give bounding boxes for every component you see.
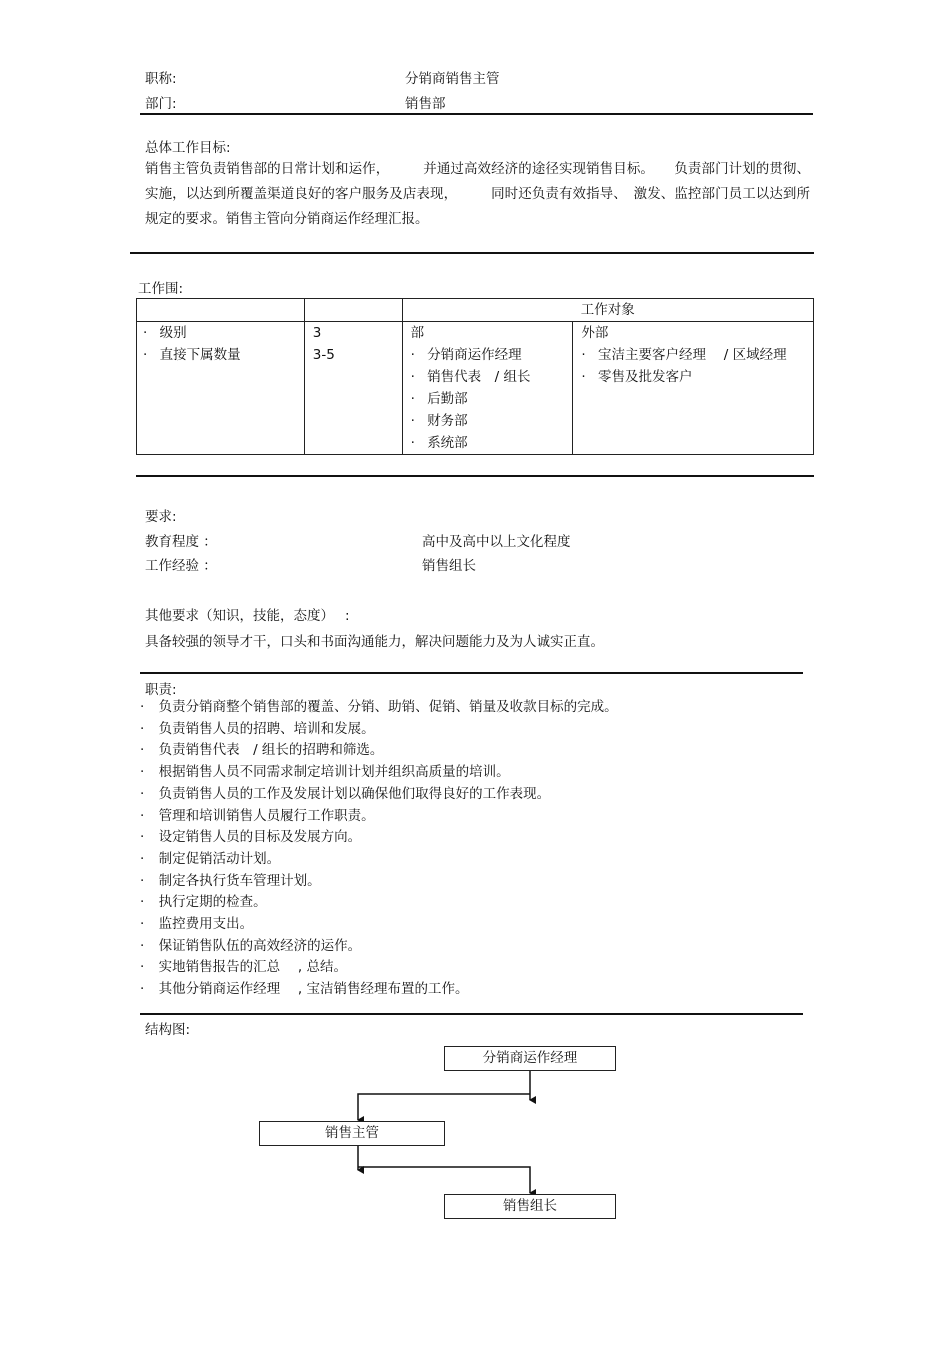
list-item: · 负责销售代表 / 组长的招聘和筛选。 — [140, 740, 618, 762]
list-item: · 销售代表 / 组长 — [411, 366, 567, 388]
experience-label: 工作经验 ： — [145, 558, 217, 574]
list-item: · 负责分销商整个销售部的覆盖、分销、助销、促销、销量及收款目标的完成。 — [140, 697, 618, 719]
list-item: · 财务部 — [411, 410, 567, 432]
list-item: · 直接下属数量 — [143, 344, 298, 366]
list-item: · 实地销售报告的汇总 , 总结。 — [140, 957, 618, 979]
duties-heading: 职责: — [145, 682, 177, 698]
list-item: · 制定促销活动计划。 — [140, 849, 618, 871]
org-box-sales-team-leader: 销售组长 — [444, 1194, 616, 1219]
education-label: 教育程度 ： — [145, 534, 217, 550]
list-item: · 负责销售人员的工作及发展计划以确保他们取得良好的工作表现。 — [140, 784, 618, 806]
list-item: · 负责销售人员的招聘、培训和发展。 — [140, 719, 618, 741]
job-title-label: 职称: — [145, 71, 177, 87]
department-label: 部门: — [145, 96, 177, 112]
list-item: · 其他分销商运作经理 , 宝洁销售经理布置的工作。 — [140, 979, 618, 1001]
other-requirements-value: 具备较强的领导才干，口头和书面沟通能力，解决问题能力及为人诚实正直。 — [145, 634, 604, 650]
org-box-sales-supervisor: 销售主管 — [259, 1121, 445, 1146]
requirements-heading: 要求: — [145, 509, 177, 525]
list-item: · 后勤部 — [411, 388, 567, 410]
education-value: 高中及高中以上文化程度 — [422, 534, 571, 550]
other-requirements-label: 其他要求（知识，技能，态度） : — [145, 608, 350, 624]
external-title: 外部 — [581, 325, 609, 341]
scope-heading: 工作围: — [138, 281, 184, 297]
list-item: · 管理和培训销售人员履行工作职责。 — [140, 806, 618, 828]
list-item: · 级别 — [143, 322, 298, 344]
list-item: · 制定各执行货车管理计划。 — [140, 871, 618, 893]
list-item: · 宝洁主要客户经理 / 区域经理 — [581, 344, 807, 366]
list-item: · 设定销售人员的目标及发展方向。 — [140, 827, 618, 849]
connector-line — [358, 1167, 530, 1193]
list-item: · 根据销售人员不同需求制定培训计划并组织高质量的培训。 — [140, 762, 618, 784]
internal-title: 部 — [410, 325, 425, 341]
list-item: · 系统部 — [411, 432, 567, 454]
level-value: 3 — [312, 325, 322, 341]
list-item: · 保证销售队伍的高效经济的运作。 — [140, 936, 618, 958]
goal-heading: 总体工作目标: — [145, 140, 231, 156]
org-box-operations-manager: 分销商运作经理 — [444, 1046, 616, 1071]
org-chart-heading: 结构图: — [145, 1022, 191, 1038]
job-title-value: 分销商销售主管 — [405, 71, 500, 87]
goal-text: 销售主管负责销售部的日常计划和运作， 并通过高效经济的途径实现销售目标。 负责部门计划的贯彻、 实施，以达到所覆盖渠道良好的客户服务及店表现， 同时还负责有效指导、 激发、监控部门员工以达到所规定的要求。销售主管向分销商运作经理汇报。 — [145, 161, 810, 227]
list-item: · 分销商运作经理 — [411, 344, 567, 366]
list-item: · 执行定期的检查。 — [140, 892, 618, 914]
list-item: · 监控费用支出。 — [140, 914, 618, 936]
list-item: · 零售及批发客户 — [581, 366, 807, 388]
connector-line — [358, 1094, 530, 1120]
work-objects-header: 工作对象 — [402, 299, 813, 322]
experience-value: 销售组长 — [422, 558, 476, 574]
department-value: 销售部 — [405, 96, 446, 112]
subordinates-value: 3-5 — [312, 347, 335, 363]
